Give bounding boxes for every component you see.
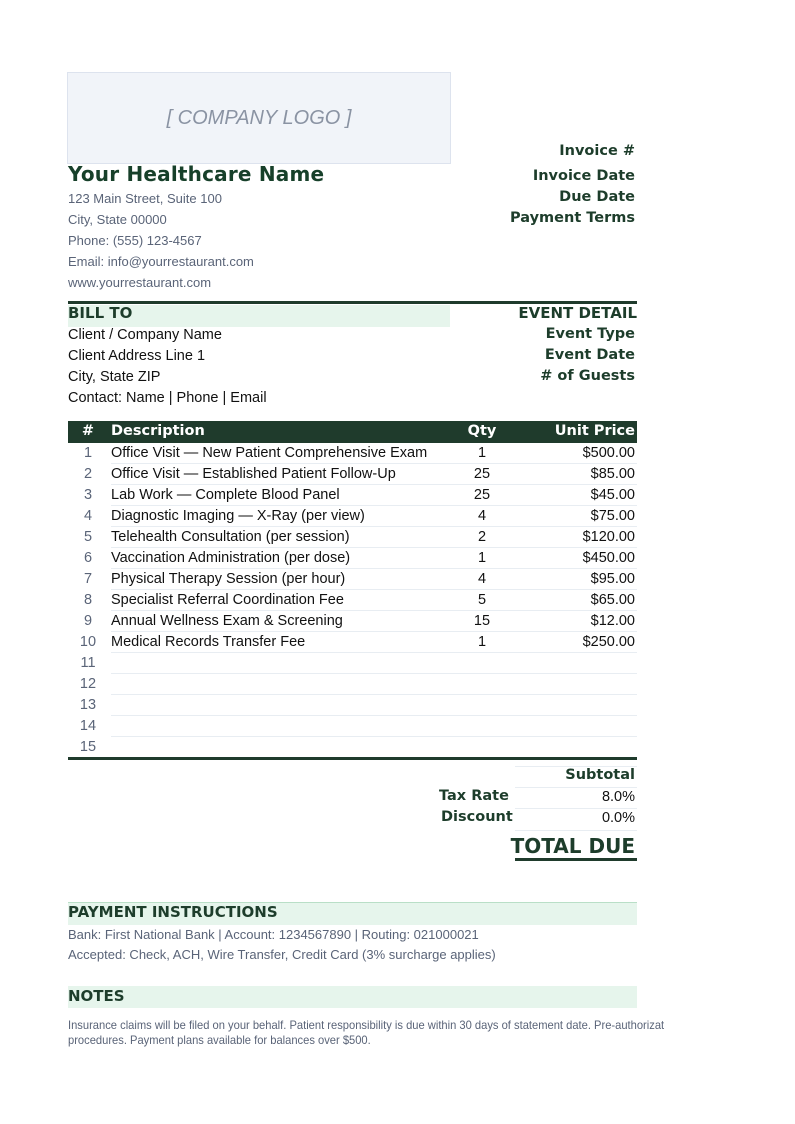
notes-line-2: procedures. Payment plans available for balances over $500. — [68, 1033, 371, 1047]
address-line-phone: Phone: (555) 123-4567 — [68, 233, 202, 248]
col-header-unit-price: Unit Price — [554, 423, 635, 439]
table-row — [68, 443, 637, 464]
col-header-qty: Qty — [467, 423, 497, 439]
row-number: 12 — [79, 676, 97, 692]
table-row — [68, 737, 637, 758]
event-date-label: Event Date — [544, 347, 635, 363]
payment-terms-label: Payment Terms — [510, 210, 635, 226]
row-number: 1 — [83, 445, 93, 461]
table-row — [68, 653, 637, 674]
table-row — [68, 695, 637, 716]
tax-rate-rule — [515, 808, 637, 809]
notes-line-1: Insurance claims will be filed on your behalf. Patient responsibility is due within 30 days of statement date. Pre-authorizat — [68, 1018, 665, 1032]
row-qty: 25 — [473, 466, 491, 482]
company-logo-placeholder — [67, 72, 451, 164]
total-due-label: TOTAL DUE — [510, 834, 635, 858]
total-due-underline — [515, 858, 637, 861]
row-number: 9 — [83, 613, 93, 629]
row-description: Medical Records Transfer Fee — [111, 634, 306, 650]
bill-to-address: Client Address Line 1 — [68, 348, 206, 364]
subtotal-label: Subtotal — [565, 767, 635, 783]
company-name: Your Healthcare Name — [68, 162, 325, 186]
row-number: 6 — [83, 550, 93, 566]
event-detail-title: EVENT DETAIL — [518, 304, 637, 322]
col-header-number: # — [81, 423, 95, 439]
row-number: 15 — [79, 739, 97, 755]
row-description: Vaccination Administration (per dose) — [111, 550, 351, 566]
row-qty: 25 — [473, 487, 491, 503]
row-number: 2 — [83, 466, 93, 482]
row-number: 3 — [83, 487, 93, 503]
payment-bank-line: Bank: First National Bank | Account: 1234567890 | Routing: 021000021 — [68, 927, 479, 942]
row-unit-price: $120.00 — [582, 529, 635, 545]
row-qty: 1 — [477, 634, 487, 650]
table-row — [68, 632, 637, 653]
notes-body — [68, 1018, 665, 1048]
table-row — [68, 506, 637, 527]
row-unit-price: $12.00 — [590, 613, 635, 629]
row-number: 8 — [83, 592, 93, 608]
row-unit-price: $450.00 — [582, 550, 635, 566]
row-qty: 4 — [477, 571, 487, 587]
address-line-email: Email: info@yourrestaurant.com — [68, 254, 254, 269]
row-number: 14 — [79, 718, 97, 734]
table-row — [68, 548, 637, 569]
guests-label: # of Guests — [540, 368, 635, 384]
address-line-street: 123 Main Street, Suite 100 — [68, 191, 222, 206]
tax-rate-value: 8.0% — [601, 789, 635, 805]
row-qty: 4 — [477, 508, 487, 524]
row-unit-price: $250.00 — [582, 634, 635, 650]
row-number: 10 — [79, 634, 97, 650]
row-unit-price: $85.00 — [590, 466, 635, 482]
subtotal-bottom-rule — [515, 787, 637, 788]
row-unit-price: $500.00 — [582, 445, 635, 461]
table-row — [68, 485, 637, 506]
row-description: Office Visit — New Patient Comprehensive Exam — [111, 445, 428, 461]
address-line-city: City, State 00000 — [68, 212, 167, 227]
line-items-header — [68, 421, 637, 443]
row-qty: 5 — [477, 592, 487, 608]
table-row — [68, 611, 637, 632]
row-unit-price: $45.00 — [590, 487, 635, 503]
row-qty: 15 — [473, 613, 491, 629]
row-unit-price: $65.00 — [590, 592, 635, 608]
row-number: 13 — [79, 697, 97, 713]
bill-to-title: BILL TO — [68, 304, 133, 322]
bill-to-client-name: Client / Company Name — [68, 327, 222, 343]
row-qty: 1 — [477, 550, 487, 566]
row-description: Telehealth Consultation (per session) — [111, 529, 350, 545]
due-date-label: Due Date — [559, 189, 635, 205]
invoice-date-label: Invoice Date — [532, 168, 635, 184]
total-due-top-rule — [515, 830, 637, 831]
table-row — [68, 569, 637, 590]
row-description: Diagnostic Imaging — X-Ray (per view) — [111, 508, 365, 524]
row-unit-price: $75.00 — [590, 508, 635, 524]
payment-accepted-line: Accepted: Check, ACH, Wire Transfer, Credit Card (3% surcharge applies) — [68, 947, 496, 962]
event-type-label: Event Type — [545, 326, 635, 342]
logo-text: [ COMPANY LOGO ] — [166, 106, 352, 129]
payment-instructions-title: PAYMENT INSTRUCTIONS — [68, 903, 278, 921]
notes-title: NOTES — [68, 987, 125, 1005]
table-row — [68, 716, 637, 737]
table-row — [68, 527, 637, 548]
table-row — [68, 674, 637, 695]
row-description: Specialist Referral Coordination Fee — [111, 592, 344, 608]
row-qty: 2 — [477, 529, 487, 545]
row-qty: 1 — [477, 445, 487, 461]
discount-label: Discount — [441, 809, 513, 825]
tax-rate-label: Tax Rate — [439, 788, 509, 804]
bill-to-contact: Contact: Name | Phone | Email — [68, 390, 267, 406]
col-header-description: Description — [111, 423, 205, 439]
row-description: Annual Wellness Exam & Screening — [111, 613, 343, 629]
row-number: 11 — [80, 655, 96, 671]
notes-header-bg — [68, 986, 637, 1008]
bill-to-city: City, State ZIP — [68, 369, 161, 385]
row-number: 4 — [83, 508, 93, 524]
row-description: Office Visit — Established Patient Follow-Up — [111, 466, 396, 482]
row-unit-price: $95.00 — [590, 571, 635, 587]
row-description: Physical Therapy Session (per hour) — [111, 571, 346, 587]
discount-value: 0.0% — [601, 810, 635, 826]
invoice-number-label: Invoice # — [559, 143, 635, 159]
table-bottom-rule — [68, 757, 637, 760]
row-description: Lab Work — Complete Blood Panel — [111, 487, 340, 503]
table-row — [68, 590, 637, 611]
address-line-website: www.yourrestaurant.com — [68, 275, 212, 290]
table-row — [68, 464, 637, 485]
row-number: 5 — [83, 529, 93, 545]
row-number: 7 — [83, 571, 93, 587]
